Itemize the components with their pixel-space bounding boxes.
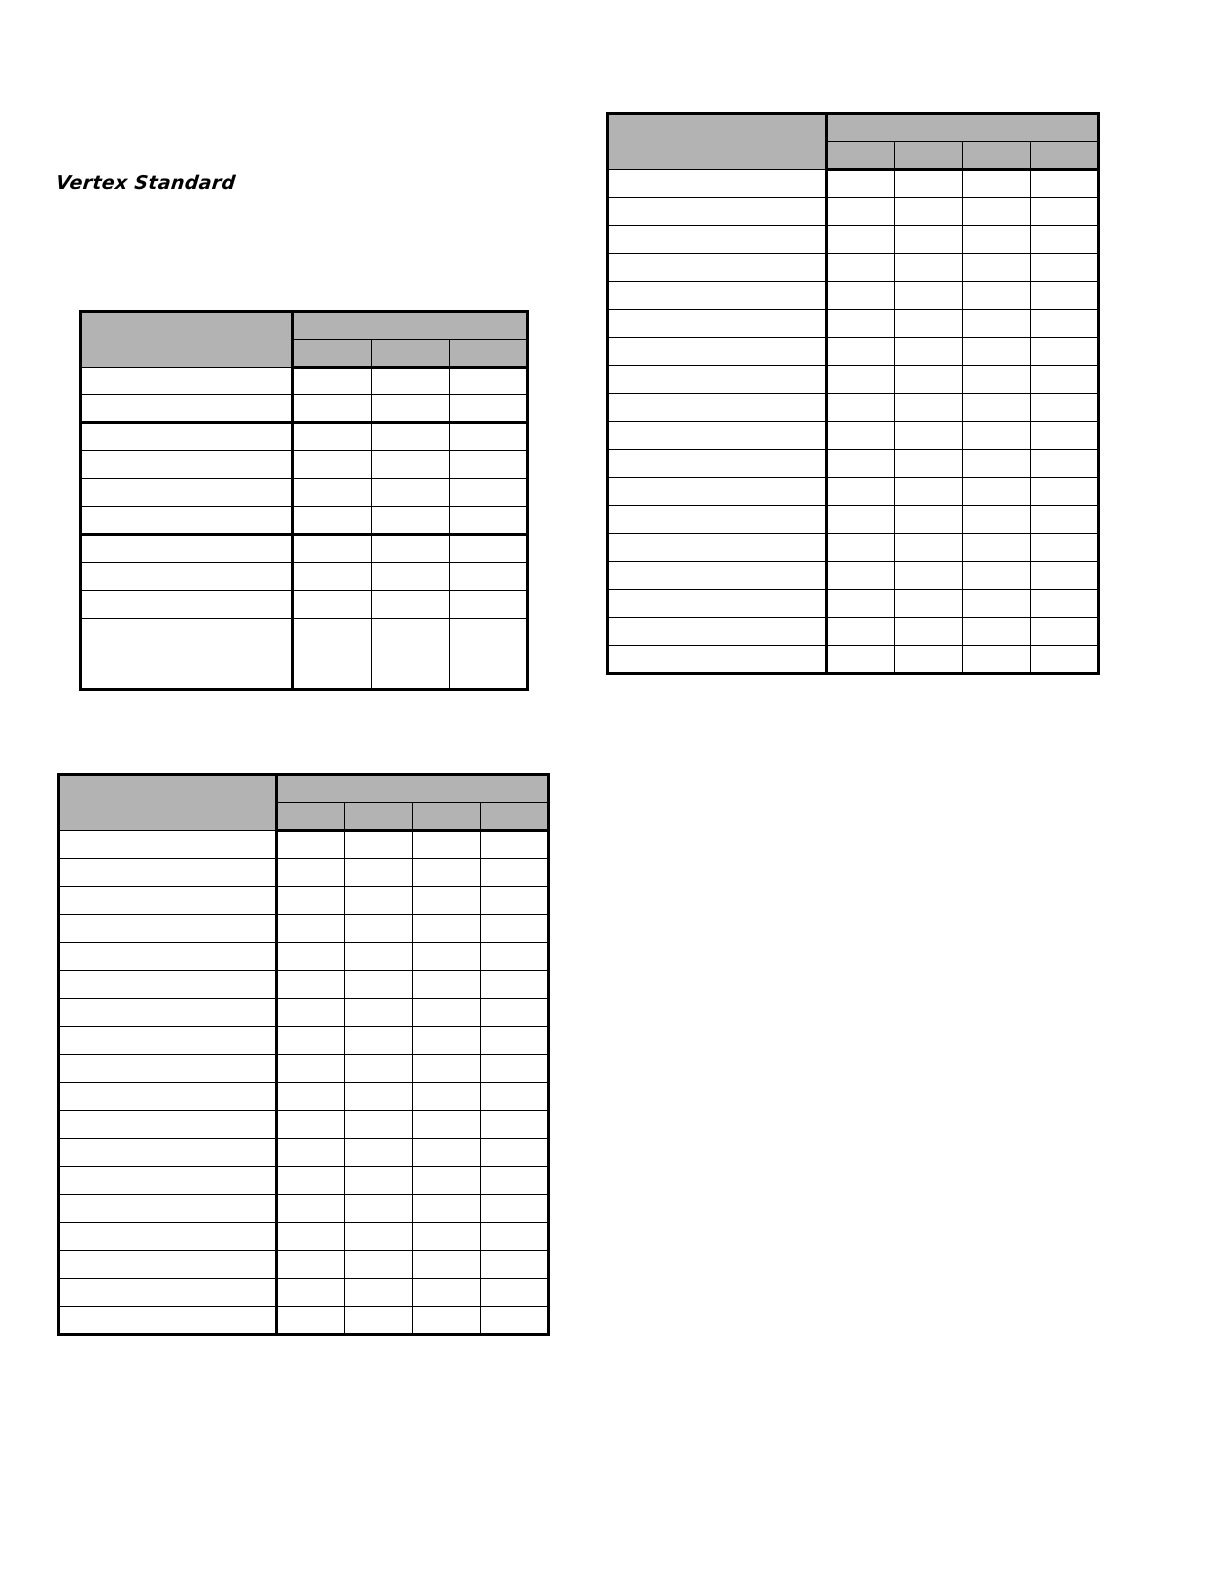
- value-cell: [895, 170, 963, 198]
- value-cell: [413, 999, 481, 1027]
- row-label-cell: [81, 563, 293, 591]
- value-cell: [345, 999, 413, 1027]
- table-a-subheader: [450, 340, 528, 368]
- value-cell: [345, 1139, 413, 1167]
- table-a-label-header: [81, 312, 293, 368]
- value-cell: [827, 478, 895, 506]
- value-cell: [963, 562, 1031, 590]
- value-cell: [1031, 506, 1099, 534]
- value-cell: [413, 887, 481, 915]
- value-cell: [963, 646, 1031, 674]
- value-cell: [293, 423, 372, 451]
- row-label-cell: [81, 619, 293, 690]
- value-cell: [963, 338, 1031, 366]
- value-cell: [963, 590, 1031, 618]
- value-cell: [277, 1083, 345, 1111]
- row-label-cell: [59, 1139, 277, 1167]
- value-cell: [1031, 226, 1099, 254]
- row-label-cell: [608, 394, 827, 422]
- value-cell: [413, 943, 481, 971]
- table-row: [59, 831, 549, 859]
- row-label-cell: [59, 887, 277, 915]
- row-label-cell: [608, 198, 827, 226]
- value-cell: [895, 590, 963, 618]
- table-row: [608, 198, 1099, 226]
- table-c-subheader: [1031, 142, 1099, 170]
- row-label-cell: [608, 590, 827, 618]
- table-a-subheader: [372, 340, 450, 368]
- value-cell: [293, 507, 372, 535]
- value-cell: [277, 1055, 345, 1083]
- value-cell: [372, 591, 450, 619]
- table-c-label-header: [608, 114, 827, 170]
- row-label-cell: [59, 1251, 277, 1279]
- table-b-label-header: [59, 775, 277, 831]
- value-cell: [450, 507, 528, 535]
- table-row: [59, 999, 549, 1027]
- value-cell: [481, 1223, 549, 1251]
- value-cell: [413, 1223, 481, 1251]
- value-cell: [481, 1111, 549, 1139]
- row-label-cell: [81, 395, 293, 423]
- table-row: [81, 591, 528, 619]
- table-row: [608, 478, 1099, 506]
- value-cell: [1031, 450, 1099, 478]
- row-label-cell: [608, 310, 827, 338]
- value-cell: [293, 451, 372, 479]
- table-row: [59, 1195, 549, 1223]
- row-label-cell: [608, 506, 827, 534]
- value-cell: [413, 1055, 481, 1083]
- row-label-cell: [59, 1111, 277, 1139]
- value-cell: [277, 999, 345, 1027]
- row-label-cell: [59, 1167, 277, 1195]
- value-cell: [450, 619, 528, 690]
- value-cell: [345, 915, 413, 943]
- value-cell: [345, 971, 413, 999]
- table-row: [59, 1167, 549, 1195]
- value-cell: [1031, 366, 1099, 394]
- table-a-subheader: [293, 340, 372, 368]
- value-cell: [827, 254, 895, 282]
- table-row: [81, 395, 528, 423]
- value-cell: [345, 1167, 413, 1195]
- value-cell: [1031, 254, 1099, 282]
- table-c-group-header: [827, 114, 1099, 142]
- table-row: [608, 618, 1099, 646]
- value-cell: [1031, 338, 1099, 366]
- table-row: [59, 1083, 549, 1111]
- table-c-subheader: [963, 142, 1031, 170]
- value-cell: [963, 226, 1031, 254]
- table-row: [608, 254, 1099, 282]
- value-cell: [481, 1307, 549, 1335]
- value-cell: [481, 1083, 549, 1111]
- table-row: [608, 170, 1099, 198]
- value-cell: [481, 971, 549, 999]
- row-label-cell: [608, 170, 827, 198]
- value-cell: [450, 451, 528, 479]
- row-label-cell: [608, 282, 827, 310]
- value-cell: [345, 943, 413, 971]
- table-row: [608, 562, 1099, 590]
- table-row: [608, 450, 1099, 478]
- value-cell: [827, 450, 895, 478]
- row-label-cell: [59, 999, 277, 1027]
- table-b-group-header: [277, 775, 549, 803]
- value-cell: [413, 1307, 481, 1335]
- value-cell: [481, 1251, 549, 1279]
- table-c-subheader: [827, 142, 895, 170]
- table-c-subheader: [895, 142, 963, 170]
- value-cell: [277, 831, 345, 859]
- table-row: [59, 1139, 549, 1167]
- value-cell: [481, 915, 549, 943]
- value-cell: [827, 282, 895, 310]
- value-cell: [963, 394, 1031, 422]
- value-cell: [963, 254, 1031, 282]
- value-cell: [277, 1111, 345, 1139]
- value-cell: [277, 1195, 345, 1223]
- table-row: [81, 563, 528, 591]
- value-cell: [895, 310, 963, 338]
- row-label-cell: [608, 422, 827, 450]
- value-cell: [450, 368, 528, 395]
- value-cell: [277, 971, 345, 999]
- value-cell: [963, 618, 1031, 646]
- value-cell: [895, 338, 963, 366]
- value-cell: [827, 562, 895, 590]
- value-cell: [345, 831, 413, 859]
- value-cell: [827, 366, 895, 394]
- value-cell: [895, 366, 963, 394]
- row-label-cell: [608, 646, 827, 674]
- value-cell: [895, 198, 963, 226]
- value-cell: [963, 366, 1031, 394]
- table-row: [608, 590, 1099, 618]
- row-label-cell: [59, 1083, 277, 1111]
- value-cell: [293, 535, 372, 563]
- row-label-cell: [59, 1307, 277, 1335]
- value-cell: [481, 859, 549, 887]
- table-row: [59, 1223, 549, 1251]
- row-label-cell: [81, 479, 293, 507]
- value-cell: [481, 1195, 549, 1223]
- table-b-subheader: [277, 803, 345, 831]
- value-cell: [293, 563, 372, 591]
- value-cell: [827, 338, 895, 366]
- value-cell: [895, 534, 963, 562]
- value-cell: [481, 1139, 549, 1167]
- table-row: [59, 915, 549, 943]
- value-cell: [372, 535, 450, 563]
- table-row: [59, 859, 549, 887]
- row-label-cell: [81, 368, 293, 395]
- row-label-cell: [59, 831, 277, 859]
- value-cell: [293, 395, 372, 423]
- value-cell: [277, 915, 345, 943]
- value-cell: [481, 1027, 549, 1055]
- row-label-cell: [81, 535, 293, 563]
- value-cell: [277, 859, 345, 887]
- value-cell: [827, 198, 895, 226]
- value-cell: [372, 395, 450, 423]
- table-row: [59, 1307, 549, 1335]
- value-cell: [963, 170, 1031, 198]
- table-row: [608, 366, 1099, 394]
- value-cell: [963, 450, 1031, 478]
- value-cell: [963, 478, 1031, 506]
- table-row: [59, 1055, 549, 1083]
- table-row: [608, 534, 1099, 562]
- table-row: [59, 1027, 549, 1055]
- table-row: [81, 507, 528, 535]
- value-cell: [345, 1027, 413, 1055]
- value-cell: [450, 535, 528, 563]
- table-row: [608, 310, 1099, 338]
- table-b-subheader: [345, 803, 413, 831]
- value-cell: [345, 1055, 413, 1083]
- table-row: [59, 887, 549, 915]
- value-cell: [1031, 646, 1099, 674]
- value-cell: [895, 394, 963, 422]
- value-cell: [827, 394, 895, 422]
- value-cell: [827, 534, 895, 562]
- value-cell: [481, 1167, 549, 1195]
- specification-table-a: [79, 310, 529, 691]
- value-cell: [827, 506, 895, 534]
- value-cell: [372, 619, 450, 690]
- value-cell: [277, 1223, 345, 1251]
- table-row: [608, 394, 1099, 422]
- table-row: [608, 338, 1099, 366]
- table-b-subheader: [413, 803, 481, 831]
- value-cell: [413, 1083, 481, 1111]
- value-cell: [413, 915, 481, 943]
- table-row: [59, 1251, 549, 1279]
- value-cell: [372, 368, 450, 395]
- row-label-cell: [59, 1223, 277, 1251]
- value-cell: [895, 254, 963, 282]
- value-cell: [372, 507, 450, 535]
- value-cell: [372, 423, 450, 451]
- value-cell: [413, 1139, 481, 1167]
- table-row: [59, 943, 549, 971]
- value-cell: [963, 198, 1031, 226]
- table-row: [608, 226, 1099, 254]
- value-cell: [413, 859, 481, 887]
- row-label-cell: [608, 618, 827, 646]
- value-cell: [895, 226, 963, 254]
- value-cell: [277, 1167, 345, 1195]
- value-cell: [1031, 310, 1099, 338]
- value-cell: [345, 1307, 413, 1335]
- table-row: [81, 451, 528, 479]
- value-cell: [372, 479, 450, 507]
- value-cell: [372, 451, 450, 479]
- table-a-group-header: [293, 312, 528, 340]
- table-row: [59, 1279, 549, 1307]
- value-cell: [481, 831, 549, 859]
- value-cell: [827, 618, 895, 646]
- value-cell: [1031, 394, 1099, 422]
- value-cell: [413, 1251, 481, 1279]
- row-label-cell: [81, 423, 293, 451]
- row-label-cell: [81, 591, 293, 619]
- row-label-cell: [59, 1027, 277, 1055]
- value-cell: [1031, 562, 1099, 590]
- value-cell: [895, 478, 963, 506]
- value-cell: [293, 479, 372, 507]
- value-cell: [827, 310, 895, 338]
- value-cell: [450, 563, 528, 591]
- row-label-cell: [59, 971, 277, 999]
- value-cell: [450, 591, 528, 619]
- vertex-standard-logo: Vertex Standard: [54, 172, 237, 194]
- value-cell: [1031, 478, 1099, 506]
- value-cell: [293, 619, 372, 690]
- row-label-cell: [608, 562, 827, 590]
- table-row: [608, 282, 1099, 310]
- value-cell: [450, 423, 528, 451]
- value-cell: [345, 1279, 413, 1307]
- value-cell: [413, 1167, 481, 1195]
- value-cell: [481, 999, 549, 1027]
- value-cell: [1031, 198, 1099, 226]
- value-cell: [345, 1251, 413, 1279]
- value-cell: [895, 450, 963, 478]
- value-cell: [827, 170, 895, 198]
- table-row: [608, 506, 1099, 534]
- value-cell: [481, 1279, 549, 1307]
- value-cell: [413, 971, 481, 999]
- value-cell: [277, 887, 345, 915]
- value-cell: [481, 1055, 549, 1083]
- row-label-cell: [59, 859, 277, 887]
- row-label-cell: [608, 338, 827, 366]
- value-cell: [481, 887, 549, 915]
- value-cell: [1031, 170, 1099, 198]
- value-cell: [372, 563, 450, 591]
- table-row: [81, 423, 528, 451]
- row-label-cell: [59, 1055, 277, 1083]
- table-row: [608, 646, 1099, 674]
- value-cell: [345, 1195, 413, 1223]
- row-label-cell: [59, 1279, 277, 1307]
- value-cell: [345, 859, 413, 887]
- row-label-cell: [81, 507, 293, 535]
- value-cell: [277, 1139, 345, 1167]
- value-cell: [895, 562, 963, 590]
- value-cell: [895, 646, 963, 674]
- value-cell: [277, 943, 345, 971]
- value-cell: [827, 226, 895, 254]
- row-label-cell: [81, 451, 293, 479]
- table-row: [81, 619, 528, 690]
- value-cell: [277, 1027, 345, 1055]
- table-row: [81, 479, 528, 507]
- table-row: [59, 971, 549, 999]
- value-cell: [895, 506, 963, 534]
- value-cell: [345, 1111, 413, 1139]
- value-cell: [1031, 534, 1099, 562]
- value-cell: [827, 422, 895, 450]
- row-label-cell: [59, 1195, 277, 1223]
- value-cell: [895, 282, 963, 310]
- table-row: [81, 368, 528, 395]
- value-cell: [413, 1111, 481, 1139]
- value-cell: [413, 1195, 481, 1223]
- value-cell: [1031, 282, 1099, 310]
- row-label-cell: [608, 534, 827, 562]
- value-cell: [895, 618, 963, 646]
- value-cell: [963, 422, 1031, 450]
- value-cell: [481, 943, 549, 971]
- value-cell: [827, 646, 895, 674]
- table-row: [81, 535, 528, 563]
- value-cell: [277, 1251, 345, 1279]
- value-cell: [293, 591, 372, 619]
- value-cell: [1031, 590, 1099, 618]
- row-label-cell: [608, 254, 827, 282]
- value-cell: [345, 1083, 413, 1111]
- value-cell: [827, 590, 895, 618]
- row-label-cell: [608, 226, 827, 254]
- row-label-cell: [59, 943, 277, 971]
- value-cell: [277, 1307, 345, 1335]
- table-b-subheader: [481, 803, 549, 831]
- specification-table-c: [606, 112, 1100, 675]
- row-label-cell: [608, 478, 827, 506]
- table-row: [608, 422, 1099, 450]
- row-label-cell: [608, 366, 827, 394]
- value-cell: [413, 1279, 481, 1307]
- value-cell: [1031, 422, 1099, 450]
- value-cell: [963, 310, 1031, 338]
- value-cell: [413, 1027, 481, 1055]
- value-cell: [963, 534, 1031, 562]
- row-label-cell: [608, 450, 827, 478]
- value-cell: [963, 506, 1031, 534]
- table-row: [59, 1111, 549, 1139]
- value-cell: [413, 831, 481, 859]
- value-cell: [1031, 618, 1099, 646]
- value-cell: [293, 368, 372, 395]
- value-cell: [450, 395, 528, 423]
- value-cell: [963, 282, 1031, 310]
- specification-table-b: [57, 773, 550, 1336]
- value-cell: [895, 422, 963, 450]
- value-cell: [277, 1279, 345, 1307]
- value-cell: [345, 887, 413, 915]
- value-cell: [345, 1223, 413, 1251]
- value-cell: [450, 479, 528, 507]
- row-label-cell: [59, 915, 277, 943]
